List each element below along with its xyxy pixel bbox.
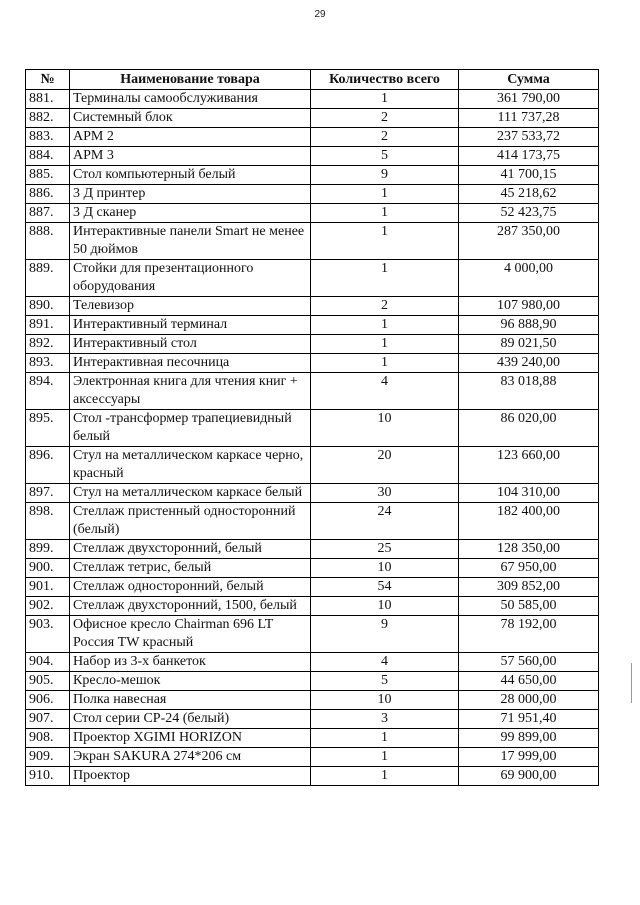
row-quantity: 10 — [311, 559, 459, 578]
table-row — [26, 447, 599, 484]
row-quantity: 24 — [311, 503, 459, 540]
row-name: АРМ 2 — [70, 128, 311, 147]
table-row — [26, 710, 599, 729]
row-quantity: 1 — [311, 767, 459, 786]
table-row — [26, 373, 599, 410]
row-sum: 50 585,00 — [459, 597, 599, 616]
row-name: 3 Д принтер — [70, 185, 311, 204]
header-sum: Сумма — [459, 70, 599, 90]
row-number: 884. — [26, 147, 70, 166]
table-row — [26, 204, 599, 223]
row-sum: 57 560,00 — [459, 653, 599, 672]
table-row — [26, 597, 599, 616]
row-quantity: 1 — [311, 185, 459, 204]
row-sum: 111 737,28 — [459, 109, 599, 128]
row-sum: 287 350,00 — [459, 223, 599, 260]
row-number: 908. — [26, 729, 70, 748]
row-sum: 182 400,00 — [459, 503, 599, 540]
row-number: 887. — [26, 204, 70, 223]
row-sum: 439 240,00 — [459, 354, 599, 373]
table-row — [26, 185, 599, 204]
row-sum: 86 020,00 — [459, 410, 599, 447]
row-number: 896. — [26, 447, 70, 484]
header-quantity: Количество всего — [311, 70, 459, 90]
row-number: 885. — [26, 166, 70, 185]
row-name: Системный блок — [70, 109, 311, 128]
row-number: 894. — [26, 373, 70, 410]
row-name: Стойки для презентационного оборудования — [70, 260, 311, 297]
row-number: 909. — [26, 748, 70, 767]
table-row — [26, 109, 599, 128]
row-sum: 99 899,00 — [459, 729, 599, 748]
row-quantity: 10 — [311, 410, 459, 447]
row-quantity: 20 — [311, 447, 459, 484]
row-name: Электронная книга для чтения книг + аксессуары — [70, 373, 311, 410]
row-name: Стул на металлическом каркасе белый — [70, 484, 311, 503]
row-quantity: 1 — [311, 90, 459, 109]
row-quantity: 10 — [311, 597, 459, 616]
row-quantity: 10 — [311, 691, 459, 710]
table-row — [26, 260, 599, 297]
row-name: Стеллаж пристенный односторонний (белый) — [70, 503, 311, 540]
table-row — [26, 354, 599, 373]
row-quantity: 5 — [311, 147, 459, 166]
table-row — [26, 410, 599, 447]
row-name: Стеллаж двухсторонний, белый — [70, 540, 311, 559]
row-number: 902. — [26, 597, 70, 616]
table-row — [26, 578, 599, 597]
row-number: 907. — [26, 710, 70, 729]
row-name: Экран SAKURA 274*206 см — [70, 748, 311, 767]
row-quantity: 1 — [311, 354, 459, 373]
row-number: 891. — [26, 316, 70, 335]
row-sum: 414 173,75 — [459, 147, 599, 166]
row-sum: 96 888,90 — [459, 316, 599, 335]
margin-mark — [631, 663, 632, 703]
row-name: Телевизор — [70, 297, 311, 316]
row-quantity: 2 — [311, 109, 459, 128]
row-quantity: 2 — [311, 297, 459, 316]
row-quantity: 30 — [311, 484, 459, 503]
row-number: 895. — [26, 410, 70, 447]
row-quantity: 9 — [311, 616, 459, 653]
table-row — [26, 729, 599, 748]
table-row — [26, 316, 599, 335]
row-number: 898. — [26, 503, 70, 540]
row-sum: 104 310,00 — [459, 484, 599, 503]
table-row — [26, 335, 599, 354]
row-sum: 71 951,40 — [459, 710, 599, 729]
header-row — [26, 70, 599, 90]
row-number: 888. — [26, 223, 70, 260]
row-number: 889. — [26, 260, 70, 297]
table-row — [26, 559, 599, 578]
table-row — [26, 616, 599, 653]
row-name: Стол компьютерный белый — [70, 166, 311, 185]
row-sum: 52 423,75 — [459, 204, 599, 223]
row-name: Стеллаж тетрис, белый — [70, 559, 311, 578]
table-row — [26, 297, 599, 316]
row-name: 3 Д сканер — [70, 204, 311, 223]
page-number: 29 — [314, 9, 326, 20]
row-name: Проектор XGIMI HORIZON — [70, 729, 311, 748]
row-number: 886. — [26, 185, 70, 204]
row-number: 883. — [26, 128, 70, 147]
table-row — [26, 223, 599, 260]
row-sum: 361 790,00 — [459, 90, 599, 109]
row-number: 905. — [26, 672, 70, 691]
row-number: 904. — [26, 653, 70, 672]
row-sum: 41 700,15 — [459, 166, 599, 185]
row-sum: 4 000,00 — [459, 260, 599, 297]
row-name: Офисное кресло Chairman 696 LT Россия TW красный — [70, 616, 311, 653]
row-sum: 44 650,00 — [459, 672, 599, 691]
table-row — [26, 653, 599, 672]
row-name: Интерактивные панели Smart не менее 50 дюймов — [70, 223, 311, 260]
row-name: Стол -трансформер трапециевидный белый — [70, 410, 311, 447]
row-name: Стеллаж двухсторонний, 1500, белый — [70, 597, 311, 616]
row-quantity: 4 — [311, 373, 459, 410]
row-sum: 83 018,88 — [459, 373, 599, 410]
row-sum: 107 980,00 — [459, 297, 599, 316]
row-sum: 45 218,62 — [459, 185, 599, 204]
row-number: 901. — [26, 578, 70, 597]
row-quantity: 1 — [311, 729, 459, 748]
row-name: Полка навесная — [70, 691, 311, 710]
row-sum: 28 000,00 — [459, 691, 599, 710]
row-sum: 128 350,00 — [459, 540, 599, 559]
row-sum: 237 533,72 — [459, 128, 599, 147]
row-name: Проектор — [70, 767, 311, 786]
goods-table-header — [26, 70, 599, 90]
row-name: Интерактивный стол — [70, 335, 311, 354]
table-row — [26, 767, 599, 786]
row-number: 900. — [26, 559, 70, 578]
row-sum: 123 660,00 — [459, 447, 599, 484]
row-number: 882. — [26, 109, 70, 128]
row-name: Кресло-мешок — [70, 672, 311, 691]
goods-table-body — [26, 90, 599, 786]
row-name: Стул на металлическом каркасе черно, красный — [70, 447, 311, 484]
table-row — [26, 147, 599, 166]
row-number: 899. — [26, 540, 70, 559]
row-quantity: 9 — [311, 166, 459, 185]
row-number: 890. — [26, 297, 70, 316]
row-name: Стол серии СР-24 (белый) — [70, 710, 311, 729]
row-quantity: 1 — [311, 223, 459, 260]
row-quantity: 1 — [311, 316, 459, 335]
row-quantity: 2 — [311, 128, 459, 147]
table-row — [26, 166, 599, 185]
row-name: Стеллаж односторонний, белый — [70, 578, 311, 597]
row-quantity: 1 — [311, 335, 459, 354]
row-sum: 78 192,00 — [459, 616, 599, 653]
row-sum: 309 852,00 — [459, 578, 599, 597]
row-quantity: 54 — [311, 578, 459, 597]
row-quantity: 4 — [311, 653, 459, 672]
row-name: Терминалы самообслуживания — [70, 90, 311, 109]
table-row — [26, 540, 599, 559]
row-number: 910. — [26, 767, 70, 786]
row-name: Набор из 3-х банкеток — [70, 653, 311, 672]
row-quantity: 1 — [311, 204, 459, 223]
row-sum: 89 021,50 — [459, 335, 599, 354]
table-row — [26, 128, 599, 147]
row-number: 897. — [26, 484, 70, 503]
row-name: Интерактивный терминал — [70, 316, 311, 335]
row-quantity: 25 — [311, 540, 459, 559]
row-sum: 67 950,00 — [459, 559, 599, 578]
row-quantity: 3 — [311, 710, 459, 729]
row-number: 892. — [26, 335, 70, 354]
row-sum: 69 900,00 — [459, 767, 599, 786]
goods-table — [25, 69, 599, 786]
row-quantity: 1 — [311, 260, 459, 297]
row-number: 893. — [26, 354, 70, 373]
table-row — [26, 90, 599, 109]
row-name: Интерактивная песочница — [70, 354, 311, 373]
table-row — [26, 503, 599, 540]
row-number: 903. — [26, 616, 70, 653]
row-name: АРМ 3 — [70, 147, 311, 166]
row-quantity: 5 — [311, 672, 459, 691]
row-number: 881. — [26, 90, 70, 109]
row-quantity: 1 — [311, 748, 459, 767]
row-number: 906. — [26, 691, 70, 710]
table-row — [26, 691, 599, 710]
header-number: № — [26, 70, 70, 90]
table-row — [26, 748, 599, 767]
header-name: Наименование товара — [70, 70, 311, 90]
table-row — [26, 672, 599, 691]
row-sum: 17 999,00 — [459, 748, 599, 767]
table-row — [26, 484, 599, 503]
